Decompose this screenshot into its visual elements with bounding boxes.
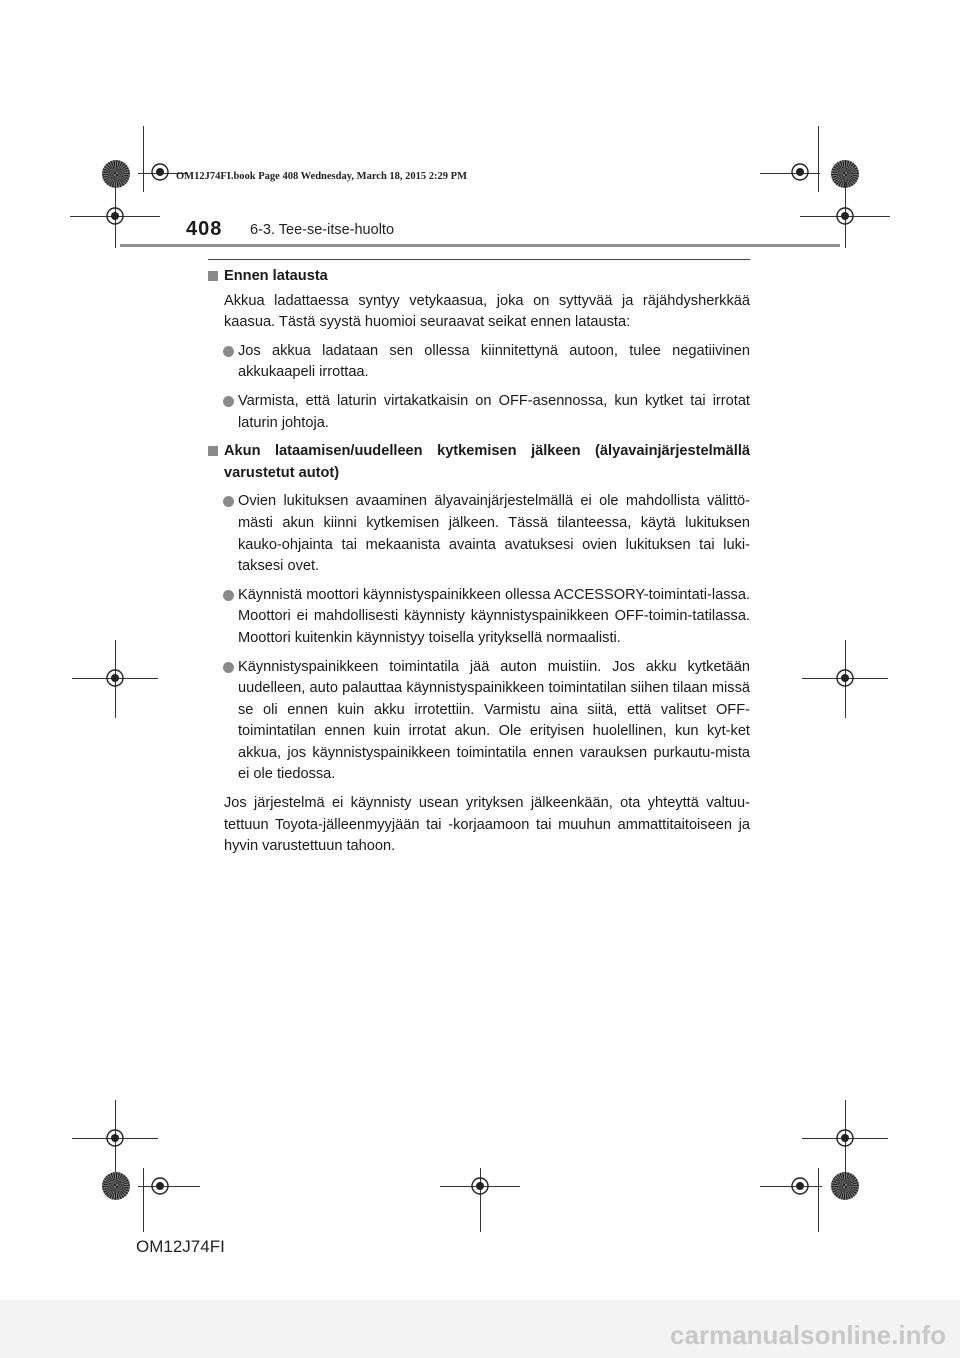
crosshair-target-icon <box>105 206 125 226</box>
round-bullet-icon <box>223 346 234 357</box>
paragraph: Jos järjestelmä ei käynnisty usean yrityksen jälkeenkään, ota yhteyttä valtuu-tettuun Toyota-jälleenmyyjään tai -korjaamoon tai muuhun ammattitaitoiseen ja hyvin varustettuun tahoon. <box>224 795 750 855</box>
round-bullet-icon <box>223 662 234 673</box>
content-divider <box>208 259 750 260</box>
list-item: Käynnistyspainikkeen toimintatila jää auton muistiin. Jos akku kytketään uudelleen, auto palauttaa käynnistyspainikkeen toimintatilan siihen tilaan missä se oli ennen kuin akku irrotettiin. Varmistu aina siitä, että valitset OFF-toimintatilan ennen kuin irrotat akun. Ole erityisen huolellinen, kun kyt-ket akkua, jos käynnistyspainikkeen toimintatila ennen varauksen purkautu-mista ei ole tiedossa. <box>208 657 750 787</box>
section-title: 6-3. Tee-se-itse-huolto <box>250 222 395 238</box>
crosshair-target-icon <box>835 1128 855 1148</box>
square-bullet-icon <box>208 271 218 281</box>
list-item: Jos akkua ladataan sen ollessa kiinnitettynä autoon, tulee negatiivinen akkukaapeli irrottaa. <box>208 341 750 384</box>
round-bullet-icon <box>223 396 234 407</box>
crop-mark <box>818 1168 819 1232</box>
crosshair-target-icon <box>105 668 125 688</box>
list-item: Ovien lukituksen avaaminen älyavainjärjestelmällä ei ole mahdollista välittö-mästi akun kiinni kytkemisen jälkeen. Tässä tilanteessa, käytä lukituksen kauko-ohjainta tai mekaanista avainta avatuksesi ovien lukituksen tai luki-taksesi ovet. <box>208 491 750 577</box>
crosshair-target-icon <box>835 206 855 226</box>
crosshair-target-icon <box>790 162 810 182</box>
manual-code: OM12J74FI <box>136 1237 225 1256</box>
round-bullet-icon <box>223 496 234 507</box>
registration-mark <box>831 1172 859 1200</box>
registration-mark <box>102 1172 130 1200</box>
crosshair-target-icon <box>790 1176 810 1196</box>
crosshair-target-icon <box>470 1176 490 1196</box>
crosshair-target-icon <box>835 668 855 688</box>
watermark-text: carmanualsonline.info <box>670 1320 946 1350</box>
list-item: Varmista, että laturin virtakatkaisin on OFF-asennossa, kun kytket tai irrotat laturin johtoja. <box>208 391 750 434</box>
print-info: OM12J74FI.book Page 408 Wednesday, March 18, 2015 2:29 PM <box>176 171 467 182</box>
page-content <box>208 266 750 858</box>
crop-mark <box>143 126 144 192</box>
square-bullet-icon <box>208 446 218 456</box>
page-number: 408 <box>186 218 223 240</box>
crop-mark <box>818 126 819 192</box>
crosshair-target-icon <box>150 162 170 182</box>
paragraph: Akkua ladattaessa syntyy vetykaasua, joka on syttyvää ja räjähdysherkkää kaasua. Tästä syystä huomioi seuraavat seikat ennen latausta: <box>224 292 750 331</box>
section-heading: Akun lataamisen/uudelleen kytkemisen jälkeen (älyavainjärjestelmällä varustetut autot) <box>208 441 750 484</box>
crop-mark <box>143 1168 144 1232</box>
crosshair-target-icon <box>150 1176 170 1196</box>
section-heading: Ennen latausta <box>208 266 750 288</box>
crosshair-target-icon <box>105 1128 125 1148</box>
registration-mark <box>102 160 130 188</box>
list-item: Käynnistä moottori käynnistyspainikkeen ollessa ACCESSORY-toimintati-lassa. Moottori ei mahdollisesti käynnisty käynnistyspainikkeen OFF-toimin-tatilassa. Moottori kuitenkin käynnistyy toisella yrityksellä normaalisti. <box>208 585 750 650</box>
round-bullet-icon <box>223 590 234 601</box>
header-divider <box>120 244 840 247</box>
